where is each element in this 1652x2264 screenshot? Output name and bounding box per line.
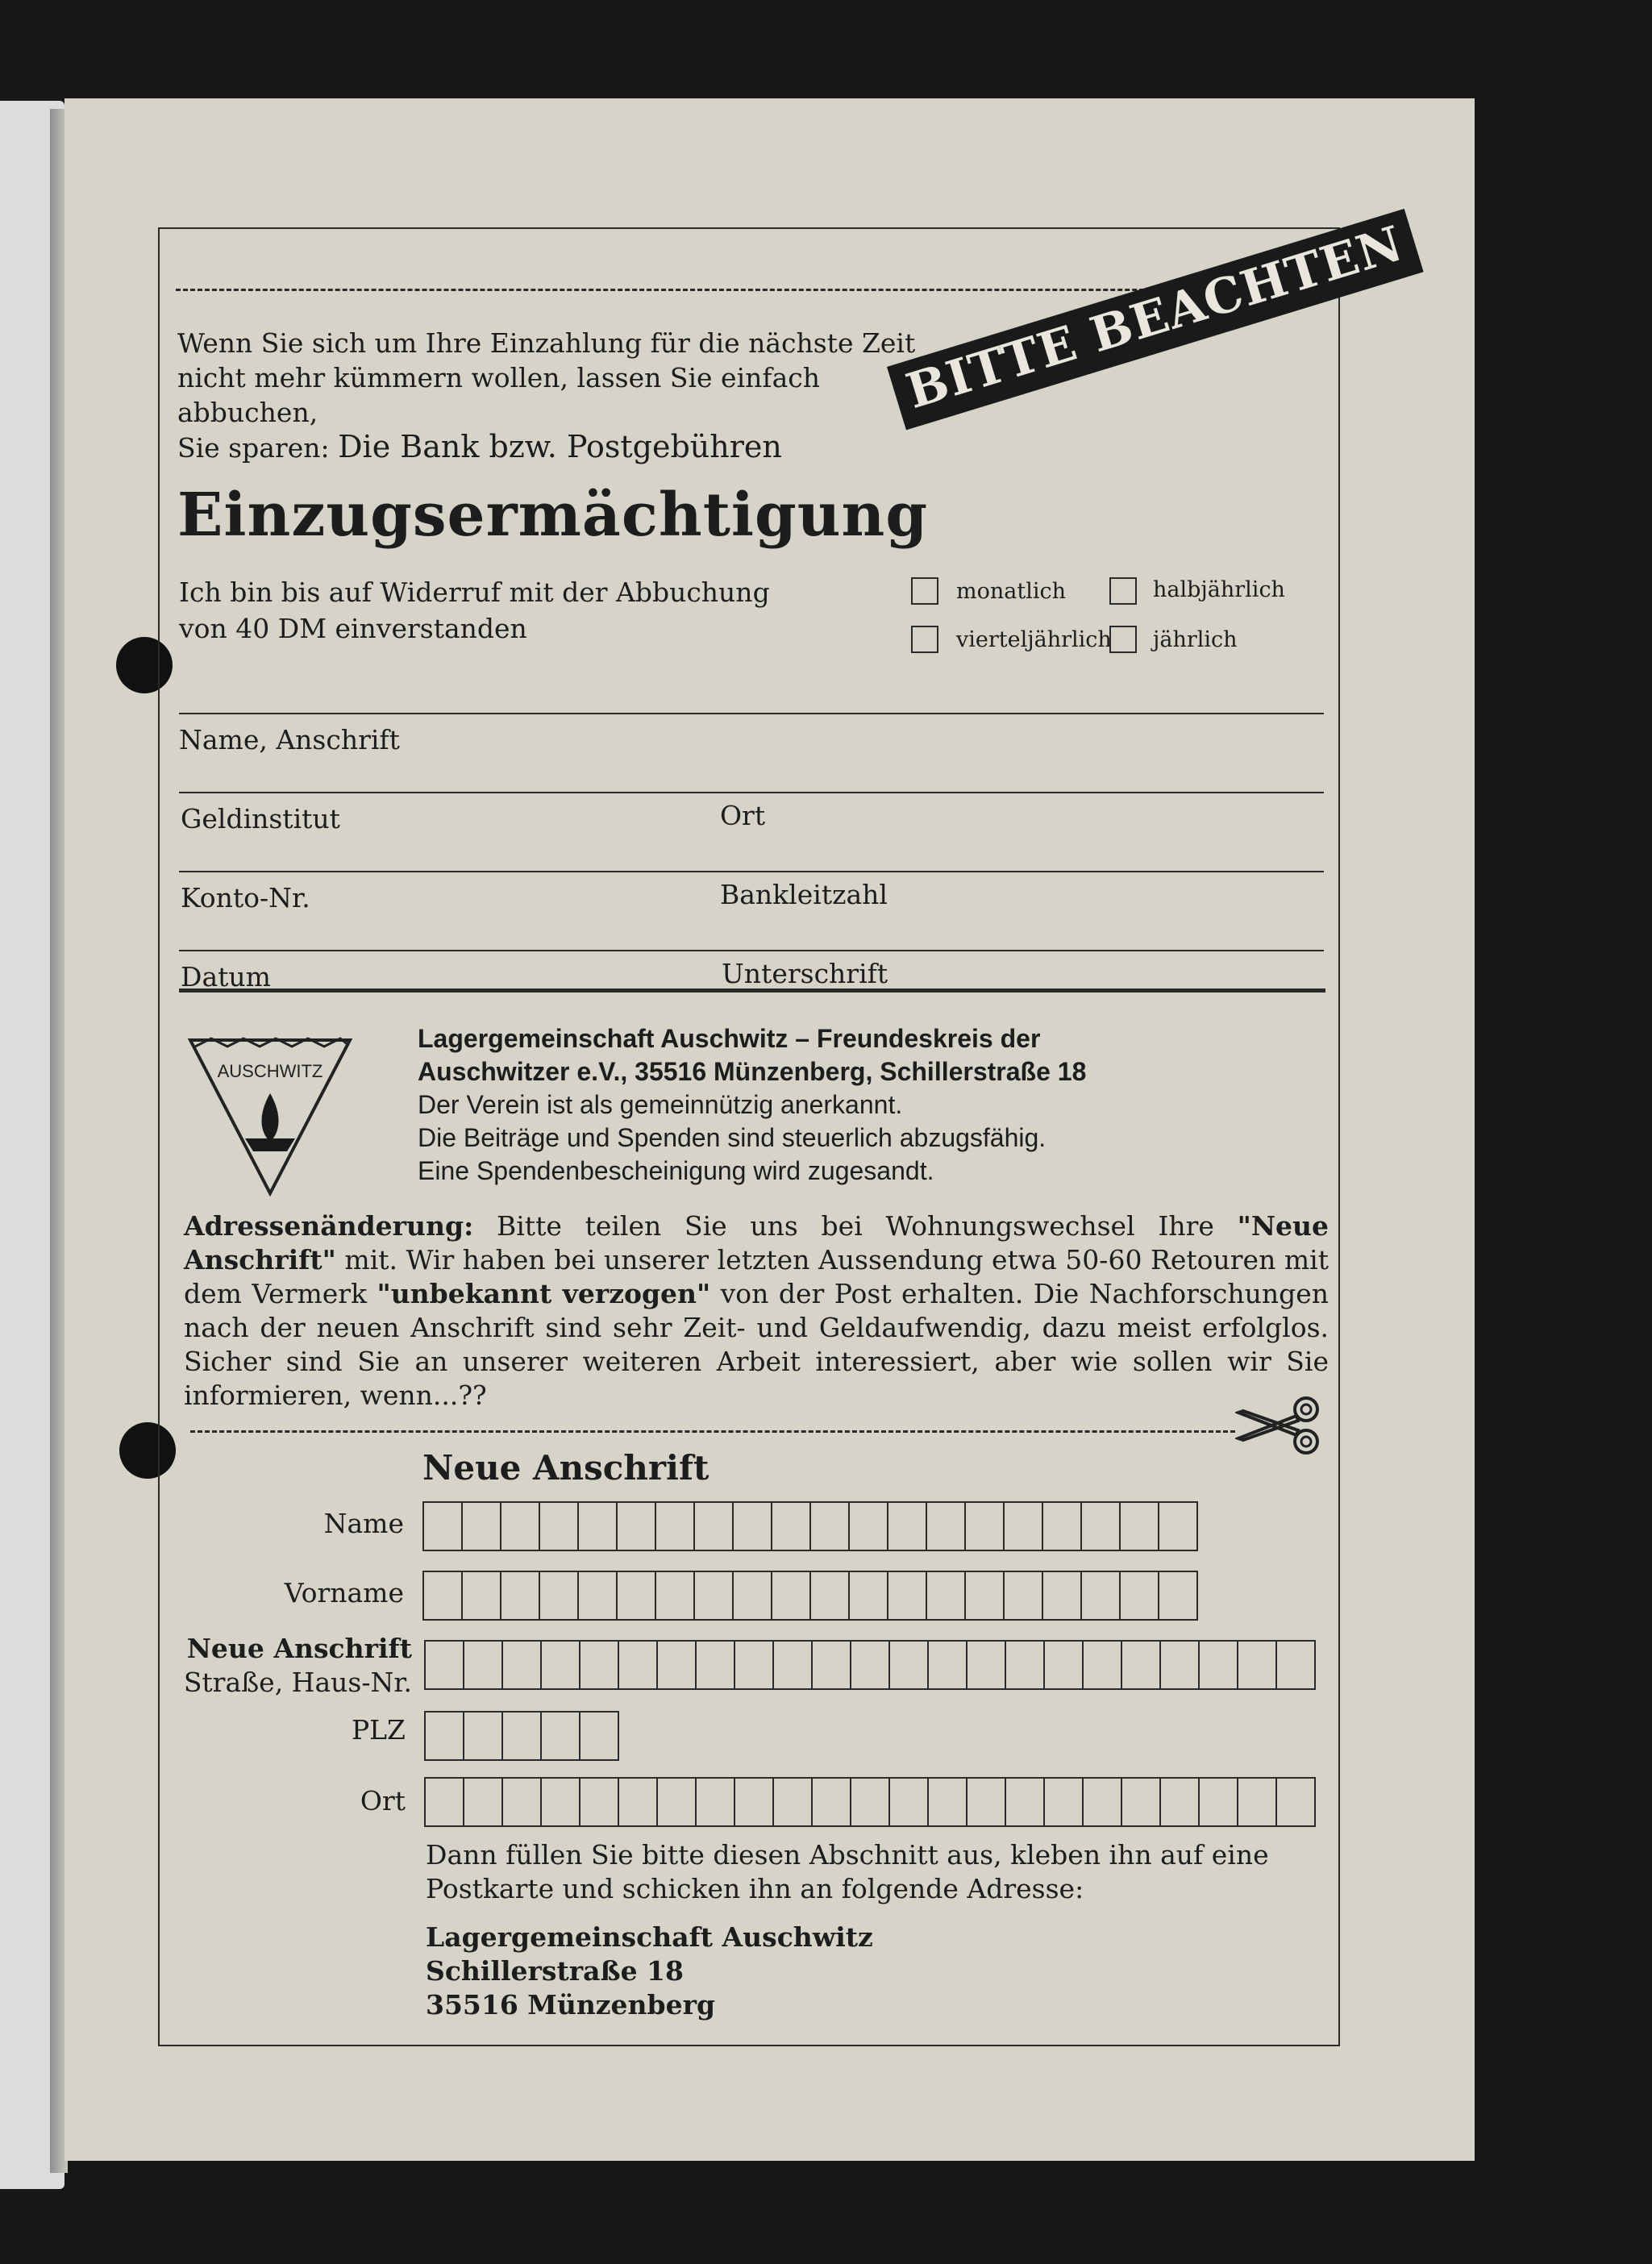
character-box[interactable]	[1043, 1503, 1082, 1550]
character-box[interactable]	[463, 1503, 501, 1550]
field-line	[179, 871, 1324, 872]
association-address: Auschwitzer e.V., 35516 Münzenberg, Schillerstraße 18	[418, 1057, 1087, 1086]
character-box[interactable]	[618, 1572, 656, 1619]
character-box[interactable]	[426, 1642, 464, 1688]
character-box[interactable]	[1082, 1572, 1121, 1619]
character-box[interactable]	[813, 1779, 851, 1825]
character-box[interactable]	[927, 1503, 966, 1550]
character-box[interactable]	[1161, 1779, 1200, 1825]
association-info	[418, 1022, 1288, 1188]
character-box[interactable]	[966, 1572, 1005, 1619]
consent-line: von 40 DM einverstanden	[179, 613, 527, 644]
character-box[interactable]	[811, 1572, 850, 1619]
notice-lead: Adressenänderung:	[184, 1210, 474, 1242]
association-note: Die Beiträge und Spenden sind steuerlich abzugsfähig.	[418, 1123, 1047, 1152]
notice-text: Bitte teilen Sie uns bei Wohnungswechsel Ihre	[473, 1210, 1238, 1242]
association-logo	[187, 1035, 353, 1197]
character-box[interactable]	[966, 1503, 1005, 1550]
character-box[interactable]	[1277, 1779, 1316, 1825]
label-city: Ort	[360, 1785, 406, 1817]
mailing-address	[426, 1921, 873, 2022]
association-name: Lagergemeinschaft Auschwitz – Freundeskreis der	[418, 1024, 1041, 1053]
scissors-icon	[1235, 1393, 1324, 1458]
character-box[interactable]	[929, 1779, 967, 1825]
address-line: 35516 Münzenberg	[426, 1989, 716, 2021]
checkbox-half-yearly[interactable]	[1109, 577, 1137, 605]
intro-savings: Die Bank bzw. Postgebühren	[338, 429, 782, 464]
association-note: Der Verein ist als gemeinnützig anerkannt.	[418, 1090, 903, 1119]
character-box[interactable]	[811, 1503, 850, 1550]
character-box[interactable]	[697, 1642, 735, 1688]
intro-line: Wenn Sie sich um Ihre Einzahlung für die nächste Zeit	[177, 327, 916, 359]
character-box[interactable]	[656, 1503, 695, 1550]
cut-line-top	[176, 289, 1224, 291]
instruction-line: Dann füllen Sie bitte diesen Abschnitt aus, kleben ihn auf eine	[426, 1839, 1269, 1871]
character-box[interactable]	[1045, 1779, 1084, 1825]
checkbox-label: jährlich	[1153, 627, 1238, 652]
character-box[interactable]	[850, 1572, 888, 1619]
character-box[interactable]	[501, 1572, 540, 1619]
character-box[interactable]	[580, 1642, 619, 1688]
character-box[interactable]	[888, 1503, 927, 1550]
character-box[interactable]	[774, 1779, 813, 1825]
character-box[interactable]	[464, 1713, 503, 1759]
checkbox-yearly[interactable]	[1109, 626, 1137, 653]
character-box[interactable]	[851, 1779, 890, 1825]
address-change-notice	[184, 1209, 1329, 1413]
character-box[interactable]	[1238, 1779, 1277, 1825]
character-box[interactable]	[426, 1779, 464, 1825]
character-box[interactable]	[464, 1642, 503, 1688]
character-box[interactable]	[1159, 1503, 1198, 1550]
notice-stamp: BITTE BEACHTEN	[887, 209, 1424, 431]
character-box[interactable]	[967, 1642, 1006, 1688]
intro-line: nicht mehr kümmern wollen, lassen Sie einfach abbuchen,	[177, 362, 821, 428]
character-box[interactable]	[1277, 1642, 1316, 1688]
character-box[interactable]	[579, 1503, 618, 1550]
field-line	[179, 950, 1324, 951]
character-box[interactable]	[1238, 1642, 1277, 1688]
notice-emphasis: "unbekannt verzogen"	[377, 1278, 711, 1309]
mailing-instructions	[426, 1838, 1313, 1906]
character-box[interactable]	[1121, 1572, 1159, 1619]
character-box[interactable]	[503, 1642, 542, 1688]
section-divider	[179, 988, 1325, 993]
label-street	[184, 1632, 412, 1700]
character-box[interactable]	[503, 1713, 542, 1759]
character-box[interactable]	[1161, 1642, 1200, 1688]
character-box[interactable]	[1005, 1503, 1043, 1550]
zip-input-boxes[interactable]	[424, 1711, 619, 1761]
association-note: Eine Spendenbescheinigung wird zugesandt.	[418, 1156, 934, 1185]
character-box[interactable]	[1122, 1779, 1161, 1825]
character-box[interactable]	[890, 1779, 929, 1825]
character-box[interactable]	[772, 1572, 811, 1619]
checkbox-monthly[interactable]	[911, 577, 938, 605]
street-input-boxes[interactable]	[424, 1640, 1316, 1690]
character-box[interactable]	[1005, 1572, 1043, 1619]
notice-text: von der Post erhalten. Die Nachforschungen nach der neuen Anschrift sind sehr Zeit- und Geldaufwendig, dazu meist erfolglos. Sicher sind Sie an unserer weiteren Arbeit interessiert, aber wie sollen wir Sie informieren, wenn...??	[184, 1278, 1329, 1411]
character-box[interactable]	[1084, 1779, 1122, 1825]
character-box[interactable]	[1045, 1642, 1084, 1688]
address-line: Lagergemeinschaft Auschwitz	[426, 1921, 873, 1953]
character-box[interactable]	[1159, 1572, 1198, 1619]
character-box[interactable]	[1006, 1642, 1045, 1688]
character-box[interactable]	[890, 1642, 929, 1688]
intro-line: Sie sparen:	[177, 432, 339, 464]
checkbox-quarterly[interactable]	[911, 626, 938, 653]
name-input-boxes[interactable]	[422, 1501, 1198, 1551]
intro-text	[177, 326, 951, 465]
character-box[interactable]	[540, 1503, 579, 1550]
character-box[interactable]	[1082, 1503, 1121, 1550]
label-street-title: Neue Anschrift	[186, 1633, 412, 1664]
character-box[interactable]	[967, 1779, 1006, 1825]
cut-line-bottom	[190, 1430, 1235, 1433]
checkbox-label: vierteljährlich	[956, 627, 1112, 652]
character-box[interactable]	[734, 1572, 772, 1619]
character-box[interactable]	[1122, 1642, 1161, 1688]
character-box[interactable]	[424, 1503, 463, 1550]
character-box[interactable]	[734, 1503, 772, 1550]
character-box[interactable]	[735, 1642, 774, 1688]
character-box[interactable]	[929, 1642, 967, 1688]
notice-text: mit. Wir haben bei unserer letzten Aussendung etwa 50-60 Retouren mit dem Vermerk	[184, 1244, 1329, 1309]
character-box[interactable]	[463, 1572, 501, 1619]
character-box[interactable]	[426, 1713, 464, 1759]
character-box[interactable]	[772, 1503, 811, 1550]
character-box[interactable]	[501, 1503, 540, 1550]
character-box[interactable]	[695, 1503, 734, 1550]
checkbox-label: monatlich	[956, 579, 1066, 604]
label-first-name: Vorname	[284, 1577, 404, 1609]
character-box[interactable]	[580, 1713, 619, 1759]
field-label-signature: Unterschrift	[722, 958, 888, 989]
character-box[interactable]	[619, 1642, 658, 1688]
address-line: Schillerstraße 18	[426, 1955, 684, 1987]
character-box[interactable]	[542, 1642, 580, 1688]
consent-line: Ich bin bis auf Widerruf mit der Abbuchung	[179, 576, 770, 608]
character-box[interactable]	[658, 1642, 697, 1688]
character-box[interactable]	[1084, 1642, 1122, 1688]
character-box[interactable]	[927, 1572, 966, 1619]
first-name-input-boxes[interactable]	[422, 1571, 1198, 1621]
character-box[interactable]	[1006, 1779, 1045, 1825]
character-box[interactable]	[697, 1779, 735, 1825]
character-box[interactable]	[851, 1642, 890, 1688]
field-label-bank-code: Bankleitzahl	[720, 879, 888, 910]
character-box[interactable]	[619, 1779, 658, 1825]
field-label-date: Datum	[181, 961, 271, 993]
field-label-city: Ort	[720, 800, 766, 831]
page-title: Einzugsermächtigung	[177, 481, 929, 550]
character-box[interactable]	[1200, 1779, 1238, 1825]
character-box[interactable]	[774, 1642, 813, 1688]
character-box[interactable]	[580, 1779, 619, 1825]
label-zip: PLZ	[351, 1714, 406, 1746]
character-box[interactable]	[888, 1572, 927, 1619]
character-box[interactable]	[542, 1779, 580, 1825]
character-box[interactable]	[1121, 1503, 1159, 1550]
character-box[interactable]	[540, 1572, 579, 1619]
consent-text	[179, 574, 824, 647]
character-box[interactable]	[850, 1503, 888, 1550]
character-box[interactable]	[1043, 1572, 1082, 1619]
label-name: Name	[323, 1508, 404, 1539]
character-box[interactable]	[695, 1572, 734, 1619]
notice-emphasis: "Neue Anschrift"	[184, 1210, 1329, 1276]
instruction-line: Postkarte und schicken ihn an folgende Adresse:	[426, 1873, 1084, 1904]
city-input-boxes[interactable]	[424, 1777, 1316, 1827]
character-box[interactable]	[735, 1779, 774, 1825]
character-box[interactable]	[464, 1779, 503, 1825]
checkbox-label: halbjährlich	[1153, 577, 1285, 602]
new-address-title: Neue Anschrift	[422, 1448, 709, 1488]
character-box[interactable]	[579, 1572, 618, 1619]
character-box[interactable]	[656, 1572, 695, 1619]
logo-text: AUSCHWITZ	[217, 1061, 323, 1081]
character-box[interactable]	[542, 1713, 580, 1759]
character-box[interactable]	[424, 1572, 463, 1619]
field-line	[179, 792, 1324, 793]
character-box[interactable]	[658, 1779, 697, 1825]
field-label-name: Name, Anschrift	[179, 724, 400, 755]
character-box[interactable]	[813, 1642, 851, 1688]
character-box[interactable]	[503, 1779, 542, 1825]
field-label-account: Konto-Nr.	[181, 882, 310, 914]
character-box[interactable]	[1200, 1642, 1238, 1688]
field-line	[179, 713, 1324, 714]
field-label-bank: Geldinstitut	[181, 803, 340, 834]
label-street-sub: Straße, Haus-Nr.	[183, 1667, 412, 1698]
character-box[interactable]	[618, 1503, 656, 1550]
